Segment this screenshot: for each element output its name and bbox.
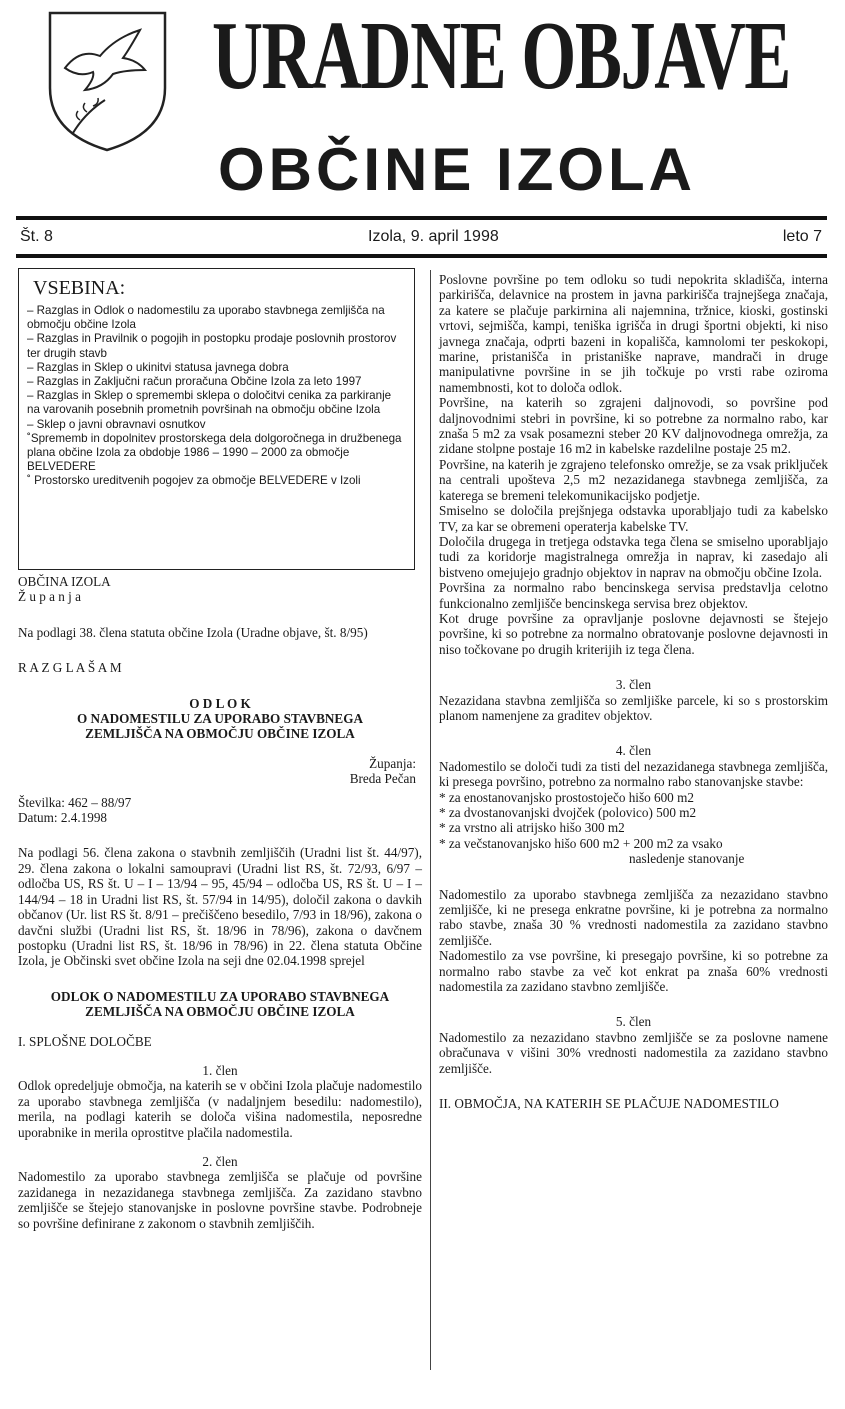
- list-item: * za vrstno ali atrijsko hišo 300 m2: [439, 820, 625, 836]
- issue-meta-bar: [18, 228, 826, 250]
- contents-item: ˚Sprememb in dopolnitev prostorskega dela dolgoročnega in družbenega plana občine Izola za obdobje 1986 – 1990 – 2000 za območje BELVEDERE: [27, 431, 402, 474]
- contents-title: VSEBINA:: [33, 277, 126, 299]
- article-text: Odlok opredeljuje območja, na katerih se v občini Izola plačuje nadomestilo za uporabo stavbnega zemljišča (v nadaljnjem besedilu: nadomestilo), merila, na podlagi katerih se določa višina nadomestila, neposredne uporabnike in merila oprostitve plačila nadomestila.: [18, 1078, 422, 1140]
- article-title: 5. člen: [615, 1014, 652, 1030]
- odlok-heading: ODLOK O NADOMESTILU ZA UPORABO STAVBNEGA ZEMLJIŠČA NA OBMOČJU OBČINE IZOLA: [50, 988, 390, 1020]
- contents-item: – Razglas in Sklep o spremembi sklepa o določitvi cenika za parkiranje na varovanih posebnih prometnih površinah na območju občine Izola: [27, 389, 392, 417]
- article-text: Nadomestilo za uporabo stavbnega zemljišča se plačuje od površine zazidanega in nezazidanega stavbnega zemljišča. Za zazidano stavbno zemljišče se štejejo stanovanjske in poslovne površine stavbe. Podrobneje so površine definirane z zakonom o stavbnih zemljiščih.: [18, 1169, 422, 1231]
- article-title: 1. člen: [202, 1062, 238, 1078]
- paragraph: Nadomestilo za uporabo stavbnega zemljišča za nezazidano stavbno zemljišče, ki ne presega enkratne površine, ki je potrebna za normalno rabo stavbe, znaša 30 % vrednosti nadomestila za zazidano stavbno zemljišče.: [439, 886, 828, 948]
- statute-basis: Na podlagi 38. člena statuta občine Izola (Uradne objave, št. 8/95): [18, 624, 368, 640]
- contents-item: – Sklep o javni obravnavi osnutkov: [27, 417, 206, 431]
- odlok-title: O NADOMESTILU ZA UPORABO STAVBNEGA ZEMLJIŠČA NA OBMOČJU OBČINE IZOLA: [76, 711, 364, 742]
- org-name: OBČINA IZOLA: [18, 574, 111, 589]
- document-date: Datum: 2.4.1998: [18, 810, 108, 826]
- section-heading: II. OBMOČJA, NA KATERIH SE PLAČUJE NADOMESTILO: [439, 1096, 779, 1112]
- right-column: [439, 272, 828, 1112]
- masthead-title-line1: URADNE OBJAVE: [212, 2, 790, 110]
- signatory-name: Breda Pečan: [349, 771, 416, 787]
- coat-of-arms-emblem: [45, 8, 170, 153]
- masthead-title-line2: OBČINE IZOLA: [218, 136, 696, 203]
- article-title: 3. člen: [615, 677, 652, 693]
- issue-year: leto 7: [782, 228, 822, 245]
- top-rule: [16, 216, 827, 220]
- list-item: * za večstanovanjsko hišo 600 m2 + 200 m2 za vsako: [439, 835, 723, 851]
- paragraph: Površine, na katerih je zgrajeno telefonsko omrežje, se za vsak priključek na centrali upošteva 2,5 m2 nezazidanega stavbnega zemljišča, za katerega se bremeni telekomunikacijsko podjetje.: [439, 456, 828, 503]
- issue-number: Št. 8: [20, 228, 53, 245]
- paragraph: Smiselno se določila prejšnjega odstavka uporabljajo tudi za kabelsko TV, za kar se obremeni operaterja kabelske TV.: [439, 503, 828, 534]
- section-heading: I. SPLOŠNE DOLOČBE: [18, 1033, 152, 1049]
- contents-box: [18, 268, 415, 570]
- left-column: [18, 574, 422, 1231]
- contents-item: – Razglas in Odlok o nadomestilu za uporabo stavbnega zemljišča na območju občine Izola: [27, 304, 385, 332]
- legal-basis: Na podlagi 56. člena zakona o stavbnih zemljiščih (Uradni list št. 44/97), 29. člena zakona o lokalni samoupravi (Uradni list RS, št. 72/93, 6/97 – odločba US, RS št. U – I – 13/94 – 95, 45/94 – odločba US, RS št. U – I – 144/94 – 18 in Uradni list RS, št. 57/94 in 14/95), določil zakona o davkih občanov (Ur. list RS št. 8/91 – prečiščeno besedilo, 7/93 in 18/96), zakona o davčni službi (Uradni list RS, št. 18/96 in 78/96), zakona o davčnem postopku (Uradni list RS, št. 18/96 in 78/96) in 22. člena statuta Občine Izola, je Občinski svet občine Izola na seji dne 02.04.1998 sprejel: [18, 845, 422, 969]
- paragraph: Površina za normalno rabo bencinskega servisa predstavlja celotno funkcionalno zemljišče bencinskega servisa brez objektov.: [439, 580, 828, 611]
- column-divider: [430, 270, 431, 1370]
- article-text: Nadomestilo za nezazidano stavbno zemljišče se za poslovne namene obračunava v višini 30% vrednosti nadomestila za zazidano stavbno zemljišče.: [439, 1029, 828, 1076]
- paragraph: Nadomestilo za vse površine, ki presegajo površine, ki so potrebne za normalno rabo stavbe za več kot enkrat pa znaša 60% vrednosti nadomestila za zazidano stavbno zemljišče.: [439, 948, 828, 995]
- odlok-word: O D L O K: [189, 695, 251, 711]
- list-item-continuation: nasledenje stanovanje: [629, 851, 745, 867]
- contents-item: – Razglas in Sklep o ukinitvi statusa javnega dobra: [27, 360, 289, 374]
- paragraph: Določila drugega in tretjega odstavka tega člena se smiselno uporabljajo tudi za koridorje magistralnega omrežja in naprav, ki zasedajo ali bistveno omejujejo gradnjo objektov in naprav na območju občine Izola.: [439, 533, 828, 580]
- paragraph: Kot druge površine za opravljanje poslovne dejavnosti se štejejo površine, ki so potrebne za normalno obratovanje poslovne dejavnosti in niso točkovane po drugih kriterijih iz tega člena.: [439, 610, 828, 657]
- document-number: Številka: 462 – 88/97: [18, 794, 132, 810]
- proclaim-word: R A Z G L A Š A M: [18, 660, 122, 676]
- list-item: * za dvostanovanjski dvojček (polovico) 500 m2: [439, 805, 697, 820]
- article-text: Nadomestilo se določi tudi za tisti del nezazidanega stavbnega zemljišča, ki presega površino, potrebno za normalno rabo stanovanjske stavbe:: [439, 758, 828, 790]
- article-title: 2. člen: [202, 1153, 238, 1169]
- paragraph: Poslovne površine po tem odloku so tudi nepokrita skladišča, interna parkirišča, delavnice na prostem in javna parkirišča trajnejšega značaja, za katere se plačuje parkirnina ali najemnina, tržnice, kioski, gostinski vrtovi, sejmišča, kampi, teniška igrišča in drugi športni objekti, ki niso javnega značaja, odprti bazeni in kopališča, kamnolomi ter peskokopi, marine, pristanišča in pristaniške naprave, mandrači in druge manipulativne površine in se jih točkuje po vrsti rabe oziroma namembnosti, kot to določa odlok.: [439, 272, 828, 395]
- office-name: Ž u p a n j a: [18, 589, 81, 605]
- issue-place-date: Izola, 9. april 1998: [368, 228, 499, 245]
- contents-item: – Razglas in Pravilnik o pogojih in postopku prodaje poslovnih prostorov ter drugih stavb: [27, 332, 397, 360]
- contents-item: ˚ Prostorsko ureditvenih pogojev za območje BELVEDERE v Izoli: [27, 474, 361, 488]
- article-text: Nezazidana stavbna zemljišča so zemljiške parcele, ki so s prostorskim planom namenjene za graditev objektov.: [439, 692, 828, 723]
- bottom-rule: [16, 254, 827, 258]
- contents-item: – Razglas in Zaključni račun proračuna Občine Izola za leto 1997: [27, 375, 362, 389]
- paragraph: Površine, na katerih so zgrajeni daljnovodi, so površine pod daljnovodnimi stebri in površine, ki so potrebne za normalno rabo, kar znaša 5 m2 za vsak posamezni steber 20 KV daljnovodnega omrežja, za zidane stolpne postaje 16 m2 in kabelske razdelilne postaje 25 m2.: [439, 395, 828, 457]
- article-title: 4. člen: [615, 743, 652, 759]
- list-item: * za enostanovanjsko prostostoječo hišo 600 m2: [439, 789, 694, 805]
- signatory-role: Županja:: [369, 755, 416, 771]
